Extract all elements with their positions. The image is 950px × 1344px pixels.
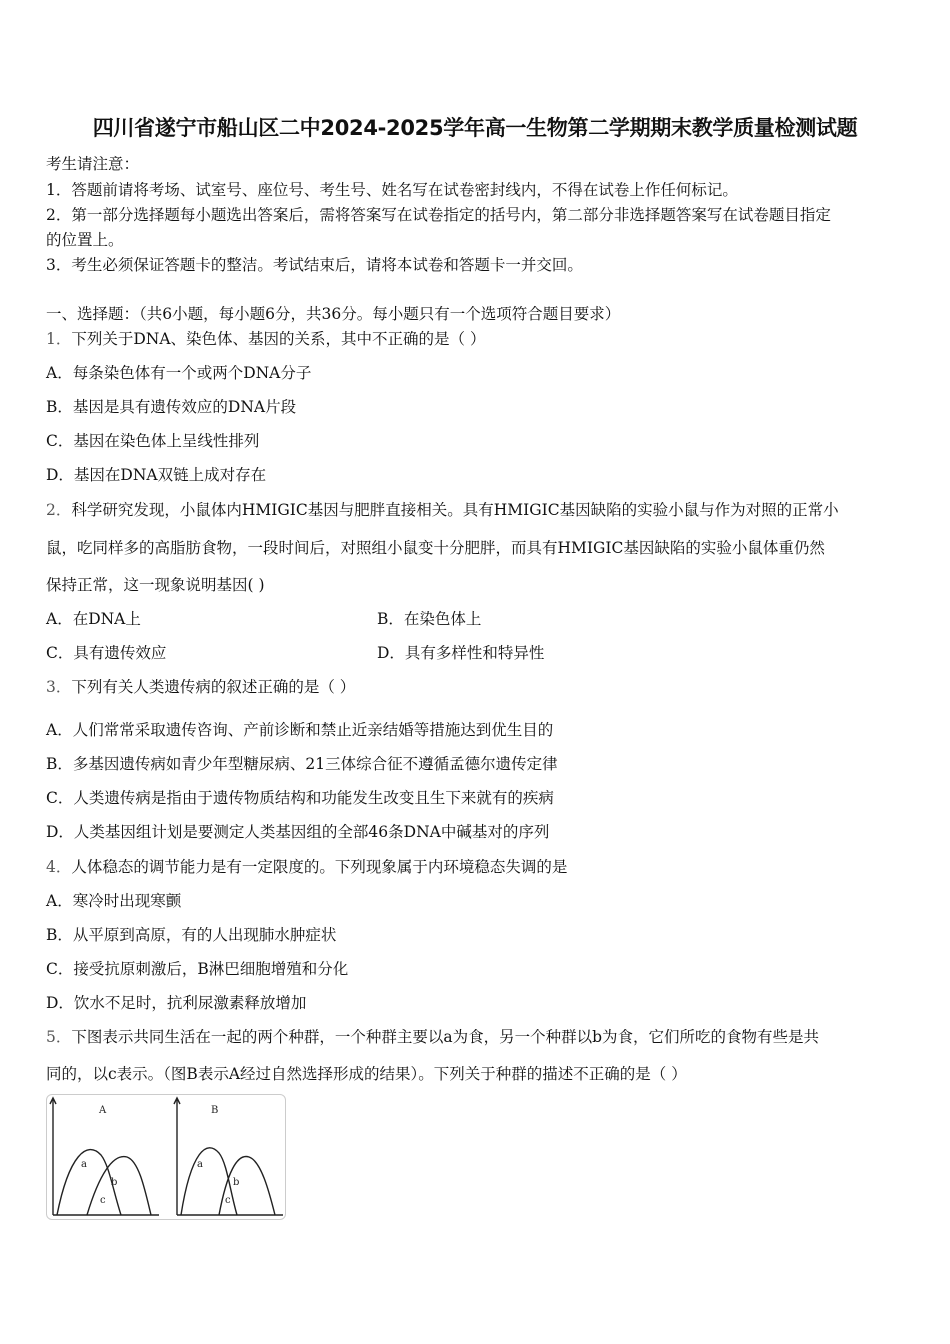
question-stem-line-1: 下图表示共同生活在一起的两个种群，一个种群主要以a为食，另一个种群以b为食，它们所吃的食物有些是共 [71,1028,820,1046]
question-3 [46,675,355,697]
question-1 [46,327,486,349]
question-stem: 人体稳态的调节能力是有一定限度的。下列现象属于内环境稳态失调的是 [71,858,568,876]
question-number: 5． [46,1028,72,1046]
q3-option-c[interactable]: C．人类遗传病是指由于遗传物质结构和功能发生改变且生下来就有的疾病 [46,789,554,807]
q1-option-a[interactable]: A．每条染色体有一个或两个DNA分子 [46,364,312,382]
question-stem-line-2: 鼠，吃同样多的高脂肪食物，一段时间后，对照组小鼠变十分肥胖，而具有HMIGIC基因缺陷的实验小鼠体重仍然 [46,539,825,557]
panel-b-curve-a-label: a [197,1159,203,1170]
question-number: 2． [46,501,72,519]
question-stem-line-3: 保持正常，这一现象说明基因( ) [46,576,265,594]
q2-option-d[interactable]: D．具有多样性和特异性 [377,644,545,662]
q2-option-c[interactable]: C．具有遗传效应 [46,644,167,662]
question-stem: 下列有关人类遗传病的叙述正确的是（ ） [71,678,356,696]
q4-option-b[interactable]: B．从平原到高原，有的人出现肺水肿症状 [46,926,337,944]
figure-svg [47,1095,285,1219]
panel-b-label: B [211,1105,219,1116]
q3-option-a[interactable]: A．人们常常采取遗传咨询、产前诊断和禁止近亲结婚等措施达到优生目的 [46,721,554,739]
notice-item-2: 2．第一部分选择题每小题选出答案后，需将答案写在试卷指定的括号内，第二部分非选择题答案写在试卷题目指定 [46,206,831,224]
notice-heading: 考生请注意： [46,155,140,173]
panel-b-curve-b [219,1156,275,1215]
notice-item-2-cont: 的位置上。 [46,231,124,249]
panel-a-overlap-label: c [100,1195,106,1206]
question-4 [46,855,567,877]
panel-a-label: A [99,1105,107,1116]
panel-a-curve-a-label: a [81,1159,87,1170]
panel-a-curve-b-label: b [111,1177,118,1188]
question-number: 1． [46,330,72,348]
panel-b-curve-b-label: b [233,1177,240,1188]
question-stem-line-2: 同的，以c表示。（图B表示A经过自然选择形成的结果）。下列关于种群的描述不正确的是（ ） [46,1065,687,1083]
q2-option-b[interactable]: B．在染色体上 [377,610,482,628]
question-stem: 下列关于DNA、染色体、基因的关系，其中不正确的是（ ） [71,330,486,348]
question-number: 4． [46,858,72,876]
q1-option-c[interactable]: C．基因在染色体上呈线性排列 [46,432,260,450]
niche-overlap-figure [46,1094,286,1220]
question-stem-line-1: 科学研究发现，小鼠体内HMIGIC基因与肥胖直接相关。具有HMIGIC基因缺陷的实验小鼠与作为对照的正常小 [71,501,839,519]
q4-option-a[interactable]: A．寒冷时出现寒颤 [46,892,182,910]
question-2 [46,498,839,520]
q4-option-c[interactable]: C．接受抗原刺激后，B淋巴细胞增殖和分化 [46,960,349,978]
notice-item-3: 3．考生必须保证答题卡的整洁。考试结束后，请将本试卷和答题卡一并交回。 [46,256,583,274]
q4-option-d[interactable]: D．饮水不足时，抗利尿激素释放增加 [46,994,307,1012]
panel-b-overlap-label: c [225,1195,231,1206]
q1-option-d[interactable]: D．基因在DNA双链上成对存在 [46,466,267,484]
q3-option-b[interactable]: B．多基因遗传病如青少年型糖尿病、21三体综合征不遵循孟德尔遗传定律 [46,755,558,773]
page-title: 四川省遂宁市船山区二中2024-2025学年高一生物第二学期期末教学质量检测试题 [92,116,858,140]
q3-option-d[interactable]: D．人类基因组计划是要测定人类基因组的全部46条DNA中碱基对的序列 [46,823,550,841]
question-5 [46,1025,819,1047]
q2-option-a[interactable]: A．在DNA上 [46,610,141,628]
section-heading: 一、选择题：（共6小题，每小题6分，共36分。每小题只有一个选项符合题目要求） [46,305,621,323]
question-number: 3． [46,678,72,696]
notice-item-1: 1．答题前请将考场、试室号、座位号、考生号、姓名写在试卷密封线内，不得在试卷上作任何标记。 [46,181,738,199]
q1-option-b[interactable]: B．基因是具有遗传效应的DNA片段 [46,398,297,416]
